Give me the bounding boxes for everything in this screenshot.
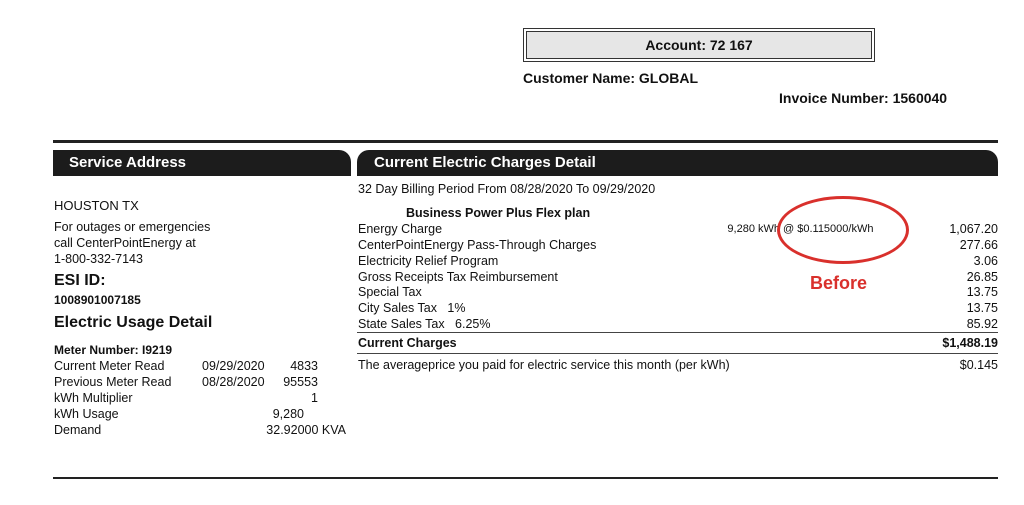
plan-name: Business Power Plus Flex plan <box>406 206 591 220</box>
customer-name: Customer Name: GLOBAL <box>523 70 699 86</box>
rate-highlight-circle <box>777 196 909 264</box>
usage-row-value: 32.92000 KVA <box>266 423 346 437</box>
usage-row-label: Demand <box>54 423 102 437</box>
usage-row-label: Previous Meter Read <box>54 375 172 389</box>
service-city: HOUSTON TX <box>54 198 139 213</box>
top-divider <box>53 140 998 143</box>
billing-period: 32 Day Billing Period From 08/28/2020 To 09/29/2020 <box>358 182 656 196</box>
charge-amount: 13.75 <box>966 285 998 299</box>
usage-row-date: 09/29/2020 <box>202 359 265 373</box>
charge-label: State Sales Tax 6.25% <box>358 317 491 331</box>
charges-total-divider <box>357 353 998 354</box>
charge-label: Electricity Relief Program <box>358 254 499 268</box>
usage-row-value: 4833 <box>290 359 318 373</box>
account-box <box>523 28 875 62</box>
usage-row-label: Current Meter Read <box>54 359 165 373</box>
outage-line-1: For outages or emergencies <box>54 220 211 234</box>
usage-detail-title: Electric Usage Detail <box>54 314 213 331</box>
energy-rate: @ $0.115000/kWh <box>783 223 874 235</box>
usage-row-value: 9,280 <box>272 407 304 421</box>
usage-row-date: 08/28/2020 <box>202 375 265 389</box>
charge-amount: 277.66 <box>959 238 998 252</box>
outage-phone: 1-800-332-7143 <box>54 252 143 266</box>
charge-amount: 1,067.20 <box>949 222 998 236</box>
usage-row-value: 95553 <box>283 375 318 389</box>
charge-amount: 85.92 <box>966 317 998 331</box>
charge-label: Special Tax <box>358 285 422 299</box>
charge-label: CenterPointEnergy Pass-Through Charges <box>358 238 597 252</box>
charge-amount: 13.75 <box>966 301 998 315</box>
usage-row-value: 1 <box>311 391 318 405</box>
invoice-number: Invoice Number: 1560040 <box>779 90 948 106</box>
charges-subtotal-divider <box>357 332 998 333</box>
charge-label: Energy Charge <box>358 222 443 236</box>
before-annotation: Before <box>810 273 868 293</box>
bottom-divider <box>53 477 998 479</box>
current-charges-amount: $1,488.19 <box>942 336 998 350</box>
usage-row-label: kWh Usage <box>54 407 119 421</box>
charges-detail-header: Current Electric Charges Detail <box>357 150 998 176</box>
charge-amount: 26.85 <box>966 270 998 284</box>
average-price-label: The averageprice you paid for electric service this month (per kWh) <box>358 358 730 372</box>
esi-id-value: 1008901007185 <box>54 293 141 307</box>
charge-label: City Sales Tax 1% <box>358 301 466 315</box>
account-number: Account: 72 167 <box>526 31 872 59</box>
esi-id-label: ESI ID: <box>54 272 106 289</box>
average-price-value: $0.145 <box>959 358 998 372</box>
current-charges-label: Current Charges <box>358 336 457 350</box>
energy-usage: 9,280 kWh <box>727 223 780 235</box>
service-address-header: Service Address <box>53 150 351 176</box>
charge-amount: 3.06 <box>973 254 998 268</box>
meter-number: Meter Number: I9219 <box>54 343 173 357</box>
outage-line-2: call CenterPointEnergy at <box>54 236 196 250</box>
usage-row-label: kWh Multiplier <box>54 391 133 405</box>
charge-label: Gross Receipts Tax Reimbursement <box>358 270 558 284</box>
